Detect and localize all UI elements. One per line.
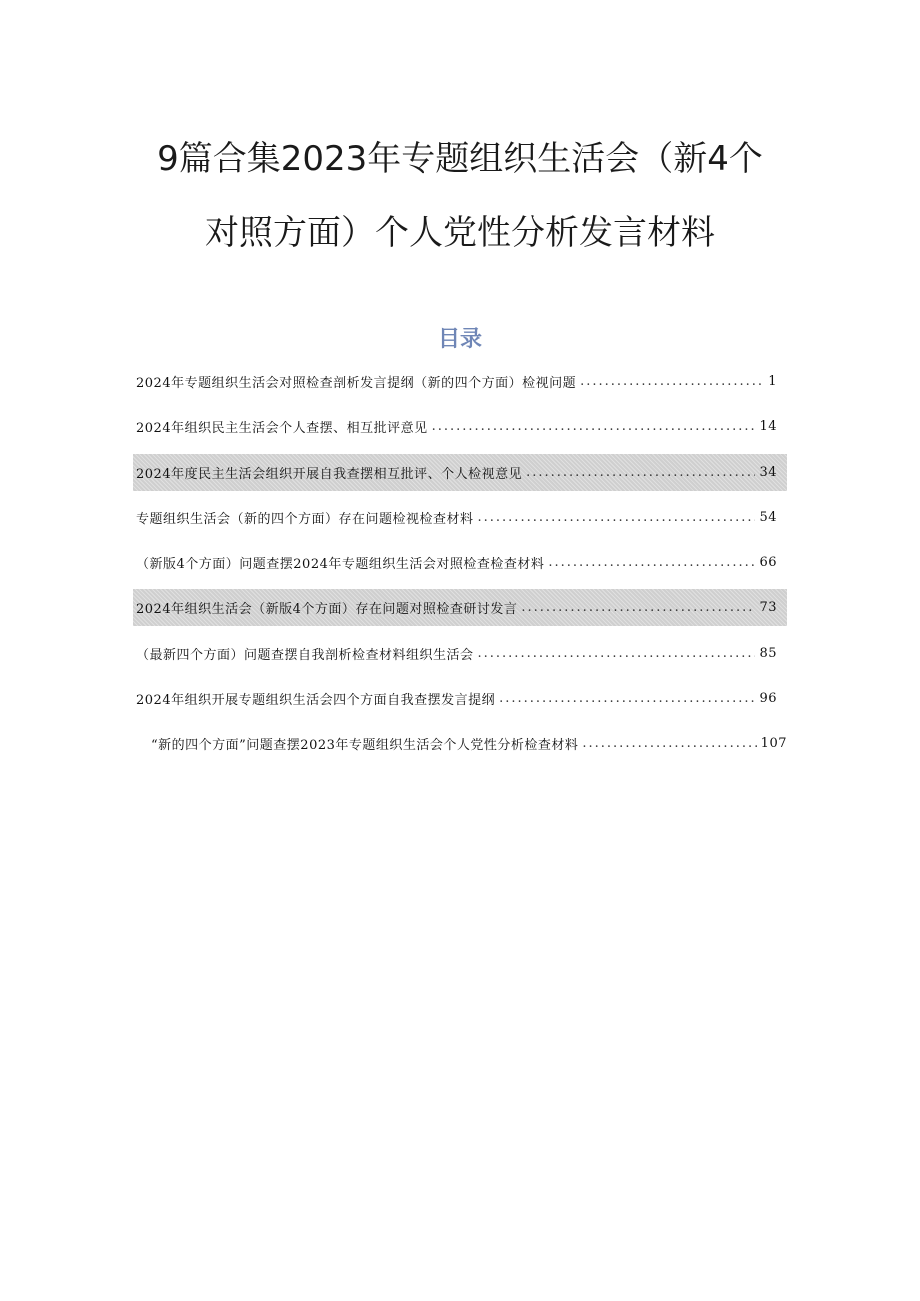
toc-entry[interactable] (133, 363, 787, 400)
toc-entry[interactable] (133, 408, 787, 445)
document-title-line-2: 对照方面）个人党性分析发言材料 (205, 213, 715, 253)
toc-entry-page: 34 (759, 464, 777, 480)
toc-entry-highlighted[interactable] (133, 454, 787, 491)
toc-entry-title: 2024年组织开展专题组织生活会四个方面自我查摆发言提纲 (136, 693, 496, 709)
toc-entry-page: 14 (759, 419, 777, 435)
toc-entry[interactable] (133, 680, 787, 717)
toc-entry-page: 66 (759, 555, 777, 571)
toc-entry-page: 85 (759, 645, 777, 661)
toc-entry-page: 54 (759, 509, 777, 525)
toc-leader-dots (478, 510, 756, 525)
toc-entry-page: 73 (759, 600, 777, 616)
toc-entry-title: （新版4个方面）问题查摆2024年专题组织生活会对照检查检查材料 (136, 557, 545, 573)
toc-heading: 目录 (437, 327, 482, 352)
toc-entry-title: 2024年度民主生活会组织开展自我查摆相互批评、个人检视意见 (136, 466, 523, 482)
toc-entry-page: 1 (768, 374, 777, 389)
toc-entry-title: “新的四个方面”问题查摆2023年专题组织生活会个人党性分析检查材料 (151, 738, 579, 754)
toc-leader-dots (432, 419, 756, 434)
toc-entry-title: 专题组织生活会（新的四个方面）存在问题检视检查材料 (136, 511, 474, 527)
toc-entry-title: 2024年专题组织生活会对照检查剖析发言提纲（新的四个方面）检视问题 (136, 376, 577, 391)
toc-entry-highlighted[interactable] (133, 589, 787, 626)
toc-leader-dots (499, 691, 755, 706)
toc-entry[interactable] (133, 544, 787, 581)
toc-leader-dots (548, 555, 755, 570)
toc-entry-page: 107 (760, 736, 787, 752)
document-title-line-1: 9篇合集2023年专题组织生活会（新4个 (157, 139, 763, 179)
table-of-contents (133, 363, 787, 771)
toc-leader-dots (521, 600, 755, 615)
toc-leader-dots (478, 646, 756, 661)
toc-entry-page: 96 (759, 691, 777, 707)
toc-entry-title: 2024年组织民主生活会个人查摆、相互批评意见 (136, 421, 428, 437)
toc-leader-dots (582, 736, 756, 751)
toc-entry[interactable] (133, 725, 787, 762)
toc-entry-title: （最新四个方面）问题查摆自我剖析检查材料组织生活会 (136, 647, 474, 663)
toc-entry-title: 2024年组织生活会（新版4个方面）存在问题对照检查研讨发言 (136, 602, 518, 618)
toc-leader-dots (526, 465, 755, 480)
document-title (110, 122, 810, 270)
toc-entry[interactable] (133, 635, 787, 672)
toc-entry[interactable] (133, 499, 787, 536)
toc-leader-dots (580, 374, 764, 389)
